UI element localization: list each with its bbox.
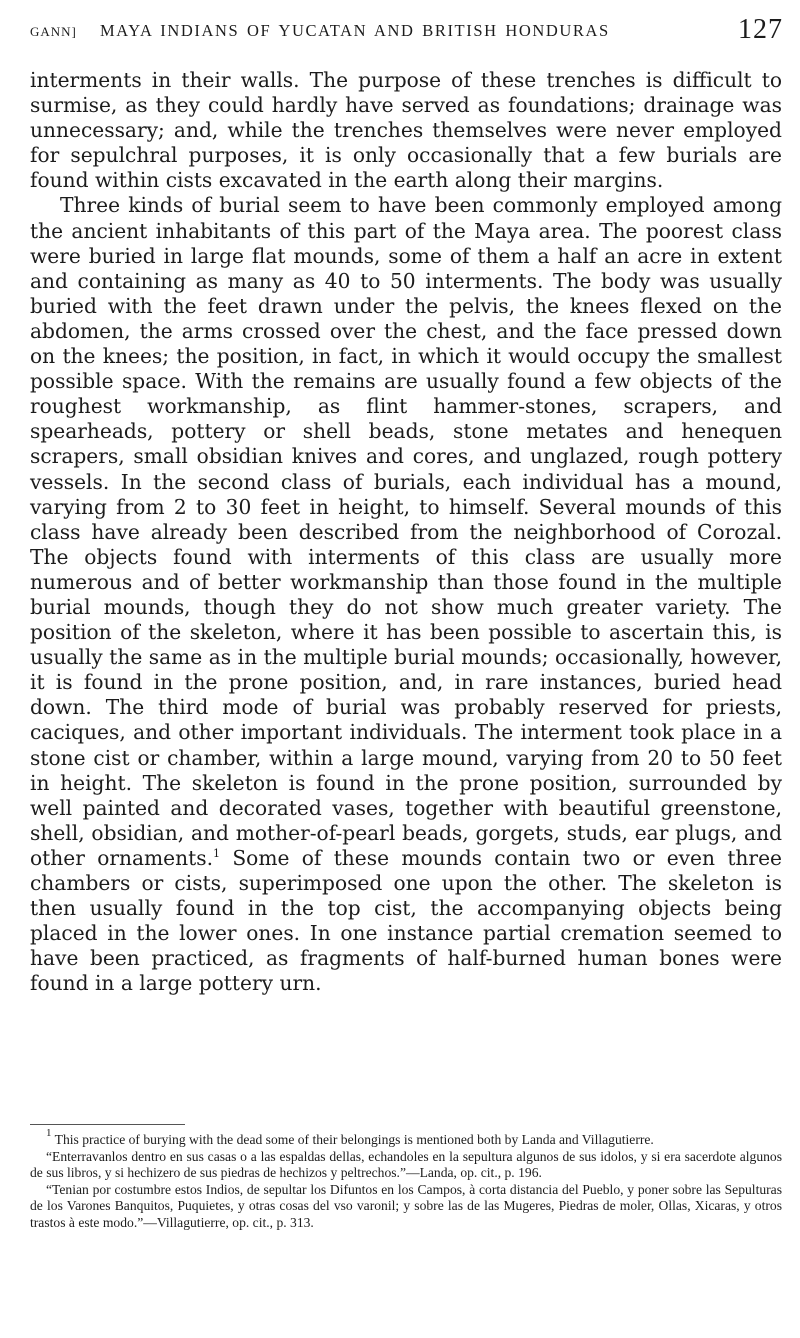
running-head xyxy=(30,14,785,44)
paragraph-text: Three kinds of burial seem to have been commonly employed among the ancient inhabitants of this part of the Maya area. The poorest class were buried in large flat mounds, some of them a half an acre in extent and containing as many as 40 to 50 interments. The body was usually buried with the feet drawn under the pelvis, the knees flexed on the abdomen, the arms crossed over the chest, and the face pressed down on the knees; the position, in fact, in which it would occupy the smallest possible space. With the remains are usually found a few objects of the roughest workmanship, as flint hammer-stones, scrapers, and spearheads, pottery or shell beads, stone metates and henequen scrapers, small obsidian knives and cores, and unglazed, rough pottery vessels. In the second class of burials, each individual has a mound, varying from 2 to 30 feet in height, to himself. Several mounds of this class have already been described from the neighborhood of Corozal. The objects found with interments of this class are usually more numerous and of better workmanship than those found in the multiple burial mounds, though they do not show much greater variety. The position of the skeleton, where it has been possible to ascertain this, is usually the same as in the multiple burial mounds; occasionally, however, it is found in the prone position, and, in rare instances, buried head down. The third mode of burial was probably reserved for priests, caciques, and other important individuals. The interment took place in a stone cist or chamber, within a large mound, varying from 20 to 50 feet in height. The skeleton is found in the prone position, surrounded by well painted and decorated vases, together with beautiful greenstone, shell, obsidian, and mother-of-pearl beads, gorgets, studs, ear plugs, and other ornaments. xyxy=(30,193,782,870)
footnote-1 xyxy=(30,1127,782,1149)
footnote-text: This practice of burying with the dead some of their belongings is mentioned both by Landa and Villagutierre. xyxy=(54,1132,654,1147)
author-abbreviation: GANN] xyxy=(30,24,77,39)
paragraph-text-continued: Some of these mounds contain two or even three chambers or cists, superimposed one upon the other. The skeleton is then usually found in the top cist, the accompanying objects being placed in the lower ones. In one instance partial cremation seemed to have been practiced, as fragments of half-burned human bones were found in a large pottery urn. xyxy=(30,845,782,996)
running-title: MAYA INDIANS OF YUCATAN AND BRITISH HONDURAS xyxy=(100,21,610,40)
footnote-quote-villagutierre: “Tenian por costumbre estos Indios, de sepultar los Difuntos en los Campos, à corta distancia del Pueblo, y poner sobre las Sepulturas de los Varones Banquitos, Puquietes, y otras cosas del vso varonil; y sobre las de las Mugeres, Piedras de moler, Ollas, Xicaras, y otros trastos à este modo.”—Villagutierre, op. cit., p. 313. xyxy=(30,1181,782,1230)
footnote-marker: 1 xyxy=(46,1127,52,1139)
main-text xyxy=(30,68,782,996)
footnote-divider xyxy=(30,1124,185,1125)
footnote-reference: 1 xyxy=(213,846,221,860)
paragraph-burial-kinds xyxy=(30,193,782,996)
footnote-block xyxy=(30,1127,782,1232)
paragraph-continuation: interments in their walls. The purpose of these trenches is difficult to surmise, as they could hardly have served as foundations; drainage was unnecessary; and, while the trenches themselves were never employed for sepulchral purposes, it is only occasionally that a few burials are found within cists excavated in the earth along their margins. xyxy=(30,68,782,193)
page-number: 127 xyxy=(738,14,783,45)
footnote-quote-landa: “Enterravanlos dentro en sus casas o a las espaldas dellas, echandoles en la sepultura algunos de sus idolos, y si era sacerdote algunos de sus libros, y si hechizero de sus piedras de hechizos y peltrechos.”—Landa, op. cit., p. 196. xyxy=(30,1148,782,1181)
